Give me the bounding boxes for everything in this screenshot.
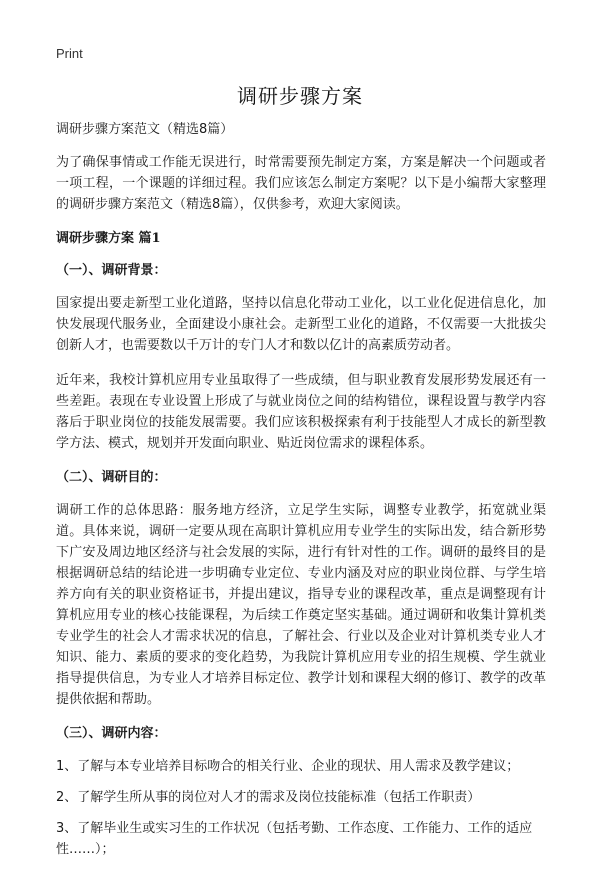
document-body [56, 120, 546, 870]
background-paragraph-2: 近年来，我校计算机应用专业虽取得了一些成绩，但与职业教育发展形势发展还有一些差距。表现在专业设置上形成了与就业岗位之间的结构错位，课程设置与教学内容落后于职业岗位的技能发展需要。我们应该积极探索有利于技能型人才成长的新型教学方法、模式，规划并开发面向职业、贴近岗位需求的课程体系。 [56, 373, 546, 451]
background-heading: （一）、调研背景： [56, 263, 167, 278]
list-item: 1、了解与本专业培养目标吻合的相关行业、企业的现状、用人需求及教学建议； [56, 759, 520, 774]
background-paragraph-1: 国家提出要走新型工业化道路，坚持以信息化带动工业化，以工业化促进信息化，加快发展现代服务业，全面建设小康社会。走新型工业化的道路，不仅需要一大批拔尖创新人才，也需要数以千万计的专门人才和数以亿计的高素质劳动者。 [56, 296, 546, 353]
purpose-paragraph: 调研工作的总体思路：服务地方经济，立足学生实际，调整专业教学，拓宽就业渠道。具体来说，调研一定要从现在高职计算机应用专业学生的实际出发，结合新形势下广安及周边地区经济与社会发展的实际，进行有针对性的工作。调研的最终目的是根据调研总结的结论进一步明确专业定位、专业内涵及对应的职业岗位群、与学生培养方向有关的职业资格证书，并提出建议，指导专业的课程改革，重点是调整现有计算机应用专业的核心技能课程，为后续工作奠定坚实基础。通过调研和收集计算机类专业学生的社会人才需求状况的信息，了解社会、行业以及企业对计算机类专业人才知识、能力、素质的要求的变化趋势，为我院计算机应用专业的招生规模、学生就业指导提供信息，为专业人才培养目标定位、教学计划和课程大纲的修订、教学的改革提供依据和帮助。 [56, 503, 546, 707]
section-title: 调研步骤方案 篇1 [56, 231, 161, 246]
print-label[interactable]: Print [56, 46, 83, 61]
document-subtitle: 调研步骤方案范文（精选8篇） [56, 122, 234, 137]
list-item: 2、了解学生所从事的岗位对人才的需求及岗位技能标准（包括工作职责） [56, 790, 481, 805]
intro-paragraph: 为了确保事情或工作能无误进行，时常需要预先制定方案，方案是解决一个问题或者一项工程，一个课题的详细过程。我们应该怎么制定方案呢？以下是小编帮大家整理的调研步骤方案范文（精选8篇），仅供参考，欢迎大家阅读。 [56, 155, 546, 212]
list-item: 3、了解毕业生或实习生的工作状况（包括考勤、工作态度、工作能力、工作的适应性……）； [56, 821, 533, 857]
content-heading: （三）、调研内容： [56, 726, 167, 741]
document-title: 调研步骤方案 [237, 84, 363, 108]
purpose-heading: （二）、调研目的： [56, 470, 167, 485]
